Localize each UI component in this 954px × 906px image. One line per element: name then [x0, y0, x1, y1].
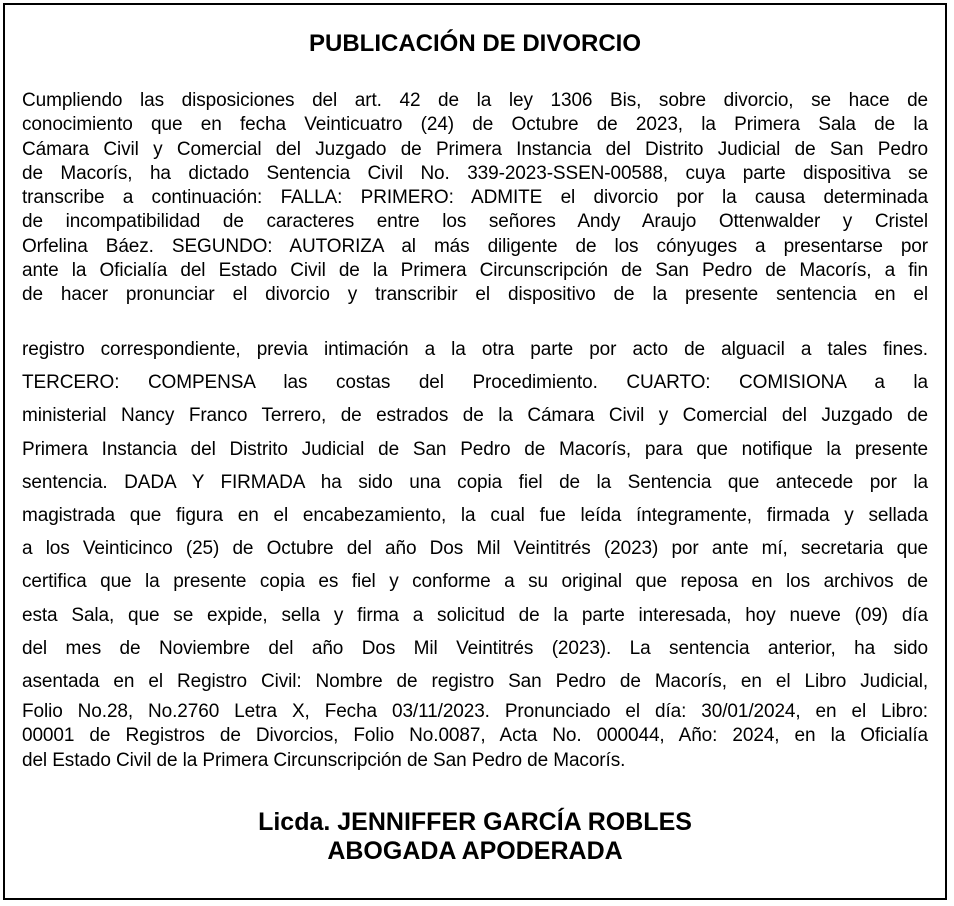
body-line: Cámara Civil y Comercial del Juzgado de Primera Instancia del Distrito Judicial de San Pedro: [22, 138, 928, 160]
body-line: magistrada que figura en el encabezamiento, la cual fue leída íntegramente, firmada y sellada: [22, 505, 928, 527]
signature-name: Licda. JENNIFFER GARCÍA ROBLES: [258, 808, 692, 836]
body-line: Orfelina Báez. SEGUNDO: AUTORIZA al más diligente de los cónyuges a presentarse por: [22, 235, 928, 257]
notice-title: PUBLICACIÓN DE DIVORCIO: [308, 30, 641, 57]
body-line: asentada en el Registro Civil: Nombre de registro San Pedro de Macorís, en el Libro Judicial,: [22, 671, 928, 693]
notice-body-last: [22, 749, 928, 773]
signature-role: ABOGADA APODERADA: [327, 837, 623, 865]
notice-body-part-1: [22, 89, 928, 308]
body-line: Folio No.28, No.2760 Letra X, Fecha 03/11/2023. Pronunciado el día: 30/01/2024, en el Libro:: [22, 701, 928, 722]
body-line: de incompatibilidad de caracteres entre los señores Andy Araujo Ottenwalder y Cristel: [22, 211, 928, 233]
body-line: del Estado Civil de la Primera Circunscripción de San Pedro de Macorís.: [22, 749, 626, 771]
body-line: certifica que la presente copia es fiel y conforme a su original que reposa en los archivos de: [22, 571, 928, 593]
signature-block: [5, 808, 945, 866]
body-line: esta Sala, que se expide, sella y firma a solicitud de la parte interesada, hoy nueve (09) día: [22, 604, 928, 626]
body-line: TERCERO: COMPENSA las costas del Procedimiento. CUARTO: COMISIONA a la: [22, 372, 928, 394]
body-line: registro correspondiente, previa intimación a la otra parte por acto de alguacil a tales fines.: [22, 339, 928, 360]
body-line: sentencia. DADA Y FIRMADA ha sido una copia fiel de la Sentencia que antecede por la: [22, 471, 928, 493]
body-line: de hacer pronunciar el divorcio y transcribir el dispositivo de la presente sentencia en el: [22, 284, 928, 306]
body-line: transcribe a continuación: FALLA: PRIMERO: ADMITE el divorcio por la causa determinada: [22, 187, 928, 209]
body-line: a los Veinticinco (25) de Octubre del año Dos Mil Veintitrés (2023) por ante mí, secretaria que: [22, 538, 928, 560]
body-line: conocimiento que en fecha Veinticuatro (24) de Octubre de 2023, la Primera Sala de la: [22, 114, 928, 136]
body-line: del mes de Noviembre del año Dos Mil Veintitrés (2023). La sentencia anterior, ha sido: [22, 637, 928, 659]
body-line: Primera Instancia del Distrito Judicial de San Pedro de Macorís, para que notifique la presente: [22, 438, 928, 460]
notice-body-part-3: [22, 700, 928, 749]
body-line: ante la Oficialía del Estado Civil de la Primera Circunscripción de San Pedro de Macorís, a fin: [22, 260, 928, 282]
body-line: 00001 de Registros de Divorcios, Folio No.0087, Acta No. 000044, Año: 2024, en la Oficialía: [22, 725, 928, 747]
notice-body-part-2: [22, 333, 928, 698]
body-line: de Macorís, ha dictado Sentencia Civil No. 339-2023-SSEN-00588, cuya parte dispositiva se: [22, 162, 928, 184]
divorce-notice: [3, 3, 947, 900]
body-line: ministerial Nancy Franco Terrero, de estrados de la Cámara Civil y Comercial del Juzgado de: [22, 405, 928, 427]
body-line: Cumpliendo las disposiciones del art. 42 de la ley 1306 Bis, sobre divorcio, se hace de: [22, 90, 928, 111]
